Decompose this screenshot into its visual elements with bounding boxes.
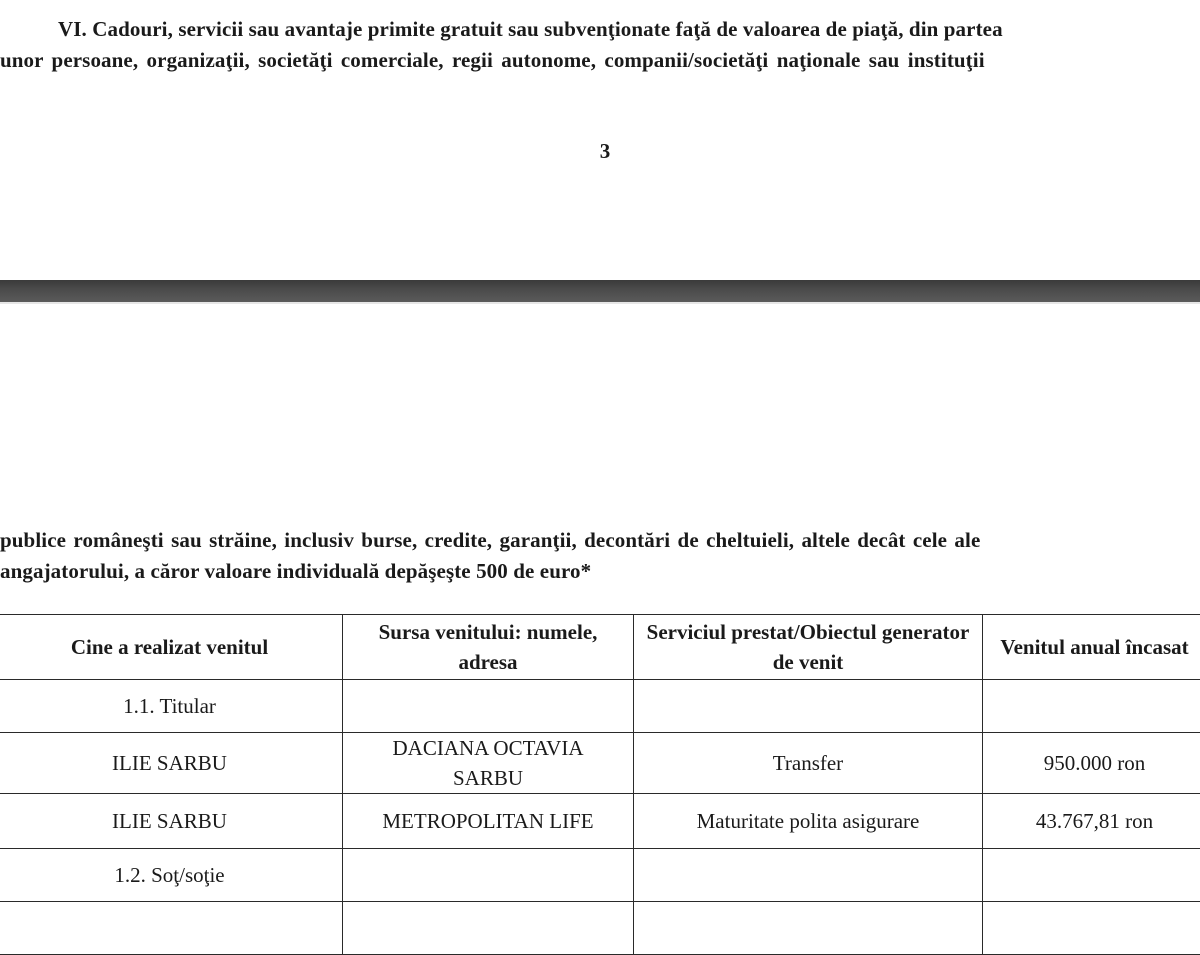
income-table: [0, 614, 1200, 955]
table-row: [0, 902, 1200, 955]
section-title-continuation-1: publice româneşti sau străine, inclusiv burse, credite, garanţii, decontări de cheltuieli, altele decât cele ale: [0, 528, 980, 553]
page-divider: [0, 280, 1200, 302]
cell-who: ILIE SARBU: [0, 794, 343, 849]
section-title-line-2: unor persoane, organizaţii, societăţi comerciale, regii autonome, companii/societăţi naţionale sau instituţii: [0, 48, 985, 73]
section-title-continuation-2: angajatorului, a căror valoare individuală depăşeşte 500 de euro*: [0, 559, 591, 584]
page-number: 3: [0, 139, 1200, 164]
cell-source: [343, 902, 634, 955]
col-header-income: Venitul anual încasat: [983, 615, 1200, 680]
col-header-source: Sursa venitului: numele, adresa: [343, 615, 634, 680]
cell-service: Maturitate polita asigurare: [634, 794, 983, 849]
cell-income: [983, 849, 1200, 902]
cell-income: [983, 902, 1200, 955]
table-header-row: [0, 615, 1200, 680]
table-row: [0, 733, 1200, 794]
cell-service: Transfer: [634, 733, 983, 794]
cell-source: DACIANA OCTAVIA SARBU: [343, 733, 634, 794]
cell-service: [634, 680, 983, 733]
cell-who: 1.2. Soţ/soţie: [0, 849, 343, 902]
table-row: [0, 680, 1200, 733]
col-header-service: Serviciul prestat/Obiectul generator de venit: [634, 615, 983, 680]
cell-service: [634, 902, 983, 955]
cell-source: METROPOLITAN LIFE: [343, 794, 634, 849]
cell-income: 950.000 ron: [983, 733, 1200, 794]
col-header-who: Cine a realizat venitul: [0, 615, 343, 680]
cell-who: ILIE SARBU: [0, 733, 343, 794]
cell-income: 43.767,81 ron: [983, 794, 1200, 849]
table-row: [0, 849, 1200, 902]
table-row: [0, 794, 1200, 849]
cell-who: [0, 902, 343, 955]
cell-source: [343, 680, 634, 733]
cell-source: [343, 849, 634, 902]
cell-income: [983, 680, 1200, 733]
page-divider-shadow: [0, 302, 1200, 304]
cell-service: [634, 849, 983, 902]
cell-who: 1.1. Titular: [0, 680, 343, 733]
section-title-line-1: VI. Cadouri, servicii sau avantaje primite gratuit sau subvenţionate faţă de valoarea de piaţă, din partea: [58, 17, 1003, 42]
